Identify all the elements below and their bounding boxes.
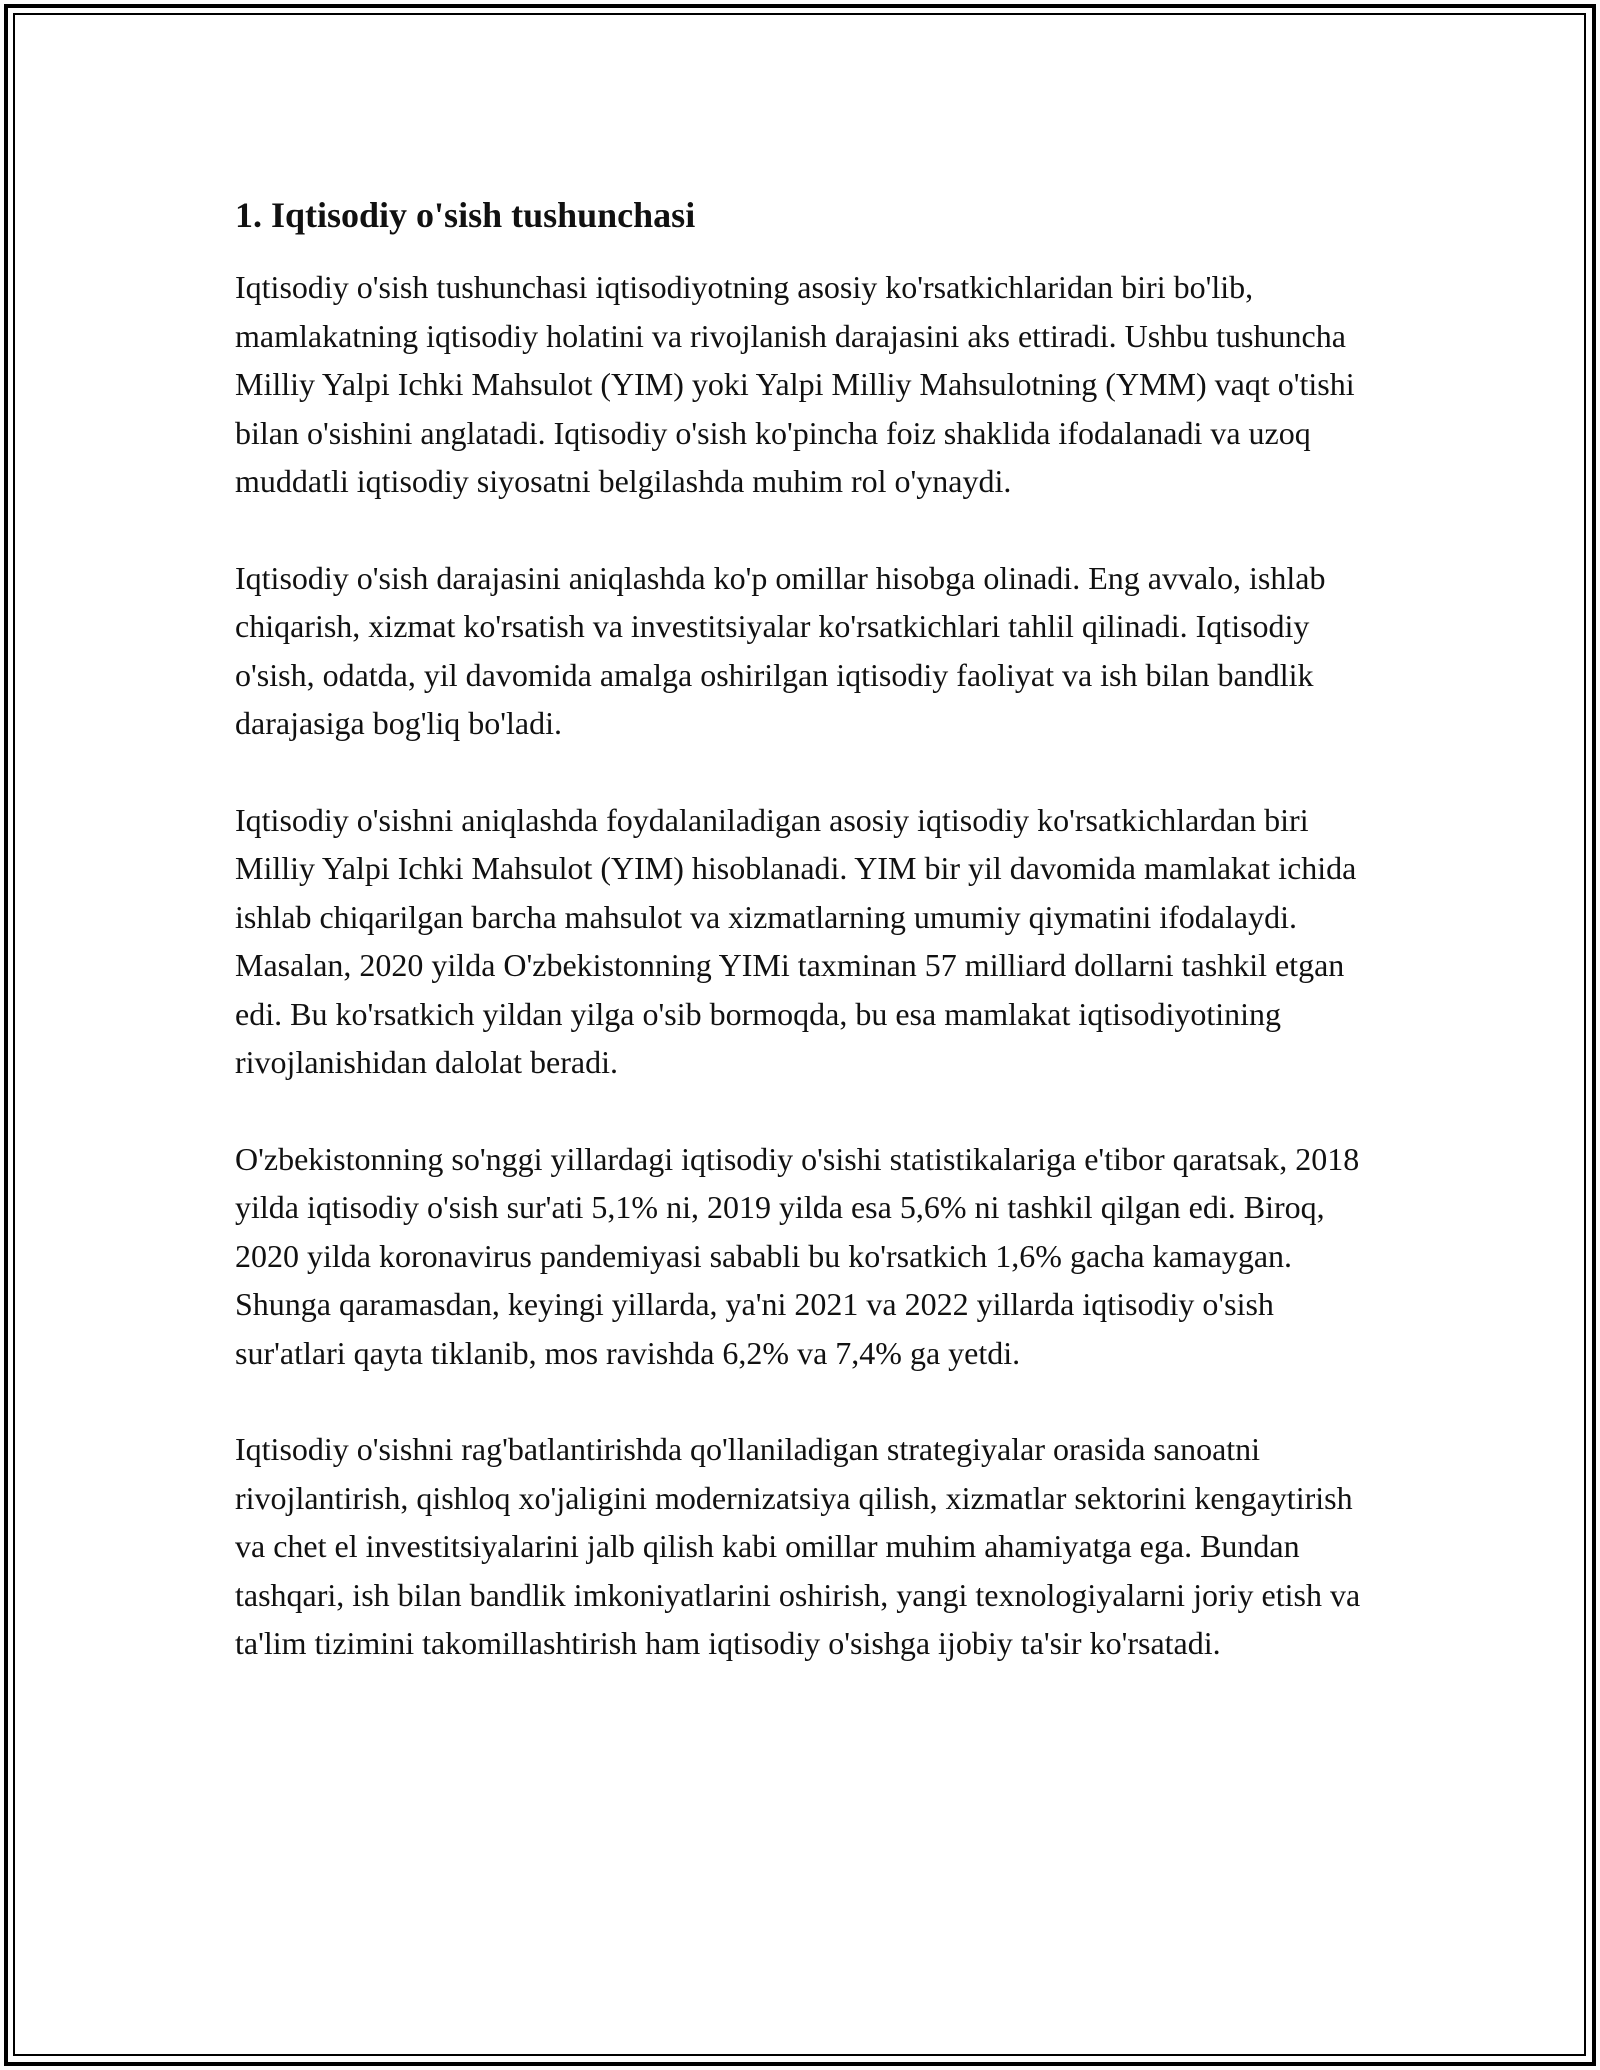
paragraph-intro: Iqtisodiy o'sish tushunchasi iqtisodiyotning asosiy ko'rsatkichlaridan biri bo'lib, mamlakatning iqtisodiy holatini va rivojlanish darajasini aks ettiradi. Ushbu tushuncha Milliy Yalpi Ichki Mahsulot (YIM) yoki Yalpi Milliy Mahsulotning (YMM) vaqt o'tishi bilan o'sishini anglatadi. Iqtisodiy o'sish ko'pincha foiz shaklida ifodalanadi va uzoq muddatli iqtisodiy siyosatni belgilashda muhim rol o'ynaydi. [235, 269, 1355, 499]
paragraph-factors: Iqtisodiy o'sish darajasini aniqlashda ko'p omillar hisobga olinadi. Eng avvalo, ishlab chiqarish, xizmat ko'rsatish va investitsiyalar ko'rsatkichlari tahlil qilinadi. Iqtisodiy o'sish, odatda, yil davomida amalga oshirilgan iqtisodiy faoliyat va ish bilan bandlik darajasiga bog'liq bo'ladi. [235, 559, 1326, 741]
paragraph-statistics: O'zbekistonning so'nggi yillardagi iqtisodiy o'sishi statistikalariga e'tibor qaratsak, 2018 yilda iqtisodiy o'sish sur'ati 5,1% ni, 2019 yilda esa 5,6% ni tashkil qilgan edi. Biroq, 2020 yilda koronavirus pandemiyasi sababli bu ko'rsatkich 1,6% gacha kamaygan. Shunga qaramasdan, keyingi yillarda, ya'ni 2021 va 2022 yillarda iqtisodiy o'sish sur'atlari qayta tiklanib, mos ravishda 6,2% va 7,4% ga yetdi. [235, 1140, 1360, 1371]
paragraph-gdp: Iqtisodiy o'sishni aniqlashda foydalaniladigan asosiy iqtisodiy ko'rsatkichlardan biri Milliy Yalpi Ichki Mahsulot (YIM) hisoblanadi. YIM bir yil davomida mamlakat ichida ishlab chiqarilgan barcha mahsulot va xizmatlarning umumiy qiymatini ifodalaydi. Masalan, 2020 yilda O'zbekistonning YIMi taxminan 57 milliard dollarni tashkil etgan edi. Bu ko'rsatkich yildan yilga o'sib bormoqda, bu esa mamlakat iqtisodiyotining rivojlanishidan dalolat beradi. [235, 801, 1357, 1080]
section-heading: 1. Iqtisodiy o'sish tushunchasi [235, 195, 696, 235]
paragraph-strategies: Iqtisodiy o'sishni rag'batlantirishda qo'llaniladigan strategiyalar orasida sanoatni rivojlantirish, qishloq xo'jaligini modernizatsiya qilish, xizmatlar sektorini kengaytirish va chet el investitsiyalarini jalb qilish kabi omillar muhim ahamiyatga ega. Bundan tashqari, ish bilan bandlik imkoniyatlarini oshirish, yangi texnologiyalarni joriy etish va ta'lim tizimini takomillashtirish ham iqtisodiy o'sishga ijobiy ta'sir ko'rsatadi. [235, 1431, 1361, 1661]
document-body [235, 189, 1370, 1716]
